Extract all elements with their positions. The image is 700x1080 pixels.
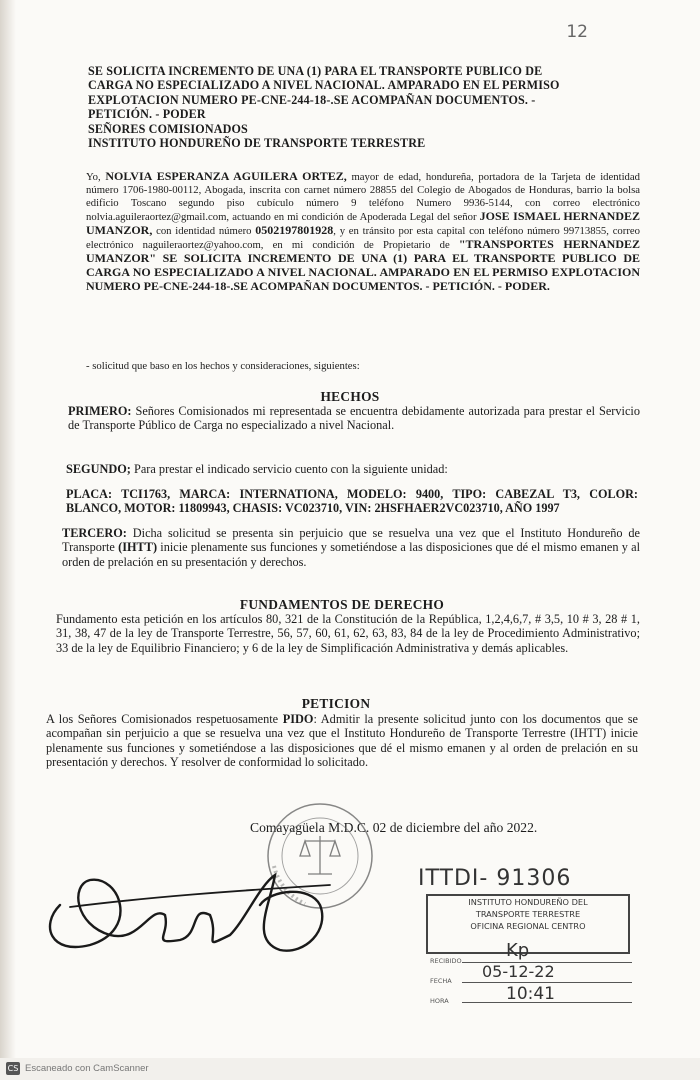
attorney-name: NOLVIA ESPERANZA AGUILERA ORTEZ, <box>105 169 347 183</box>
header-line: SE SOLICITA INCREMENTO DE UNA (1) PARA EL TRANSPORTE PUBLICO DE <box>88 64 543 78</box>
peticion-text: : Admitir la presente solicitud junto con los documentos que se acompañan sin perjuicio a que se resuelva una vez que el Instituto Hondureño de Transporte Terrestre (IHTT) inicie plenamente sus funciones y sometiéndose a las disposiciones que dé el mismo emanen y al orden de prelación en su presentación y derechos. Y resolver de conformidad lo solicitado. <box>46 712 638 770</box>
camscanner-icon: CS <box>7 1064 19 1073</box>
header-line: SEÑORES COMISIONADOS <box>88 121 248 136</box>
primero-paragraph <box>68 404 640 433</box>
ihtt-acronym: (IHTT) <box>118 540 158 555</box>
stamp-number: ITTDI- 91306 <box>418 866 572 891</box>
date-label: FECHA <box>430 977 452 985</box>
date-line-field <box>462 982 632 983</box>
intro-bold-tail: "TRANSPORTES HERNANDEZ UMANZOR" SE SOLICITA INCREMENTO DE UNA (1) PARA EL TRANSPORTE PUBLICO DE CARGA NO ESPECIALIZADO A NIVEL NACIONAL. AMPARADO EN EL PERMISO EXPLOTACION NUMERO PE-CNE-244-18-.SE ACOMPAÑAN DOCUMENTOS. - PETICIÓN. - PODER. <box>86 237 640 293</box>
vehicle-unit: PLACA: TCI1763, MARCA: INTERNATIONA, MODELO: 9400, TIPO: CABEZAL T3, COLOR: BLANCO, MOTOR: 11809943, CHASIS: VC023710, VIN: 2HSFHAER2VC023710, AÑO 1997 <box>66 487 638 515</box>
time-label: HORA <box>430 997 449 1005</box>
page-corner-mark: 12 <box>566 22 588 42</box>
received-time: 10:41 <box>506 984 555 1004</box>
tercero-text: Dicha solicitud se presenta sin perjuicio que se resuelva una vez que el Instituto Hondureño de Transporte <box>62 526 640 555</box>
header-line: PETICIÓN. - PODER <box>88 107 206 122</box>
primero-label: PRIMERO: <box>68 404 132 418</box>
intro-text: Yo, <box>86 171 106 183</box>
document-header <box>88 64 648 150</box>
received-date: 05-12-22 <box>482 962 555 981</box>
fundamentos-paragraph: Fundamento esta petición en los artículos 80, 321 de la Constitución de la República, 1,2,4,6,7, # 3,5, 10 # 3, 28 # 1, 31, 38, 47 de la ley de Transporte Terrestre, 56, 57, 60, 61, 62, 63, 83, 84 de la ley de Procedimiento Administrativo; 33 de la ley de Equilibrio Financiero; y 6 de la ley de Simplificación Administrativa y demás aplicables. <box>56 612 640 655</box>
tercero-paragraph <box>62 526 640 569</box>
peticion-title: PETICION <box>301 696 371 711</box>
primero-text: Señores Comisionados mi representada se encuentra debidamente autorizada para prestar el Servicio de Transporte Público de Carga no especializado a nivel Nacional. <box>68 404 640 433</box>
tercero-label: TERCERO: <box>62 526 127 540</box>
segundo-label: SEGUNDO; <box>66 462 131 476</box>
basis-line: - solicitud que baso en los hechos y consideraciones, siguientes: <box>86 360 360 372</box>
camscanner-text: Escaneado con CamScanner <box>25 1063 149 1074</box>
client-id: 0502197801928 <box>255 223 334 237</box>
tercero-text: inicie plenamente sus funciones y sometiéndose a las disposiciones que dé el mismo emanen y al orden de prelación en su presentación y derechos. <box>62 540 640 569</box>
segundo-paragraph <box>66 462 638 476</box>
intro-text: , y en tránsito por esta capital con teléfono número 99713855, correo electrónico naguilerаortez@yahoo.com, en mi condición de Propietario de <box>86 225 640 251</box>
intro-text: con identidad número <box>152 225 256 237</box>
pido-word: PIDO <box>282 712 314 726</box>
header-line: EXPLOTACION NUMERO PE-CNE-244-18-.SE ACOMPAÑAN DOCUMENTOS. - <box>88 92 536 107</box>
stamp-line: INSTITUTO HONDUREÑO DEL <box>468 897 588 907</box>
header-line: INSTITUTO HONDUREÑO DE TRANSPORTE TERRESTRE <box>88 136 426 151</box>
peticion-paragraph <box>46 712 638 770</box>
fundamentos-title: FUNDAMENTOS DE DERECHO <box>239 597 445 612</box>
stamp-line: OFICINA REGIONAL CENTRO <box>470 921 586 931</box>
received-initials: Kp <box>506 940 530 961</box>
intro-paragraph <box>86 170 640 294</box>
date-line: Comayagüela M.D.C. 02 de diciembre del año 2022. <box>250 820 538 835</box>
hechos-title: HECHOS <box>320 389 380 404</box>
stamp-line: TRANSPORTE TERRESTRE <box>475 909 581 919</box>
peticion-text: A los Señores Comisionados respetuosamente <box>46 712 283 726</box>
header-line: CARGA NO ESPECIALIZADO A NIVEL NACIONAL. AMPARADO EN EL PERMISO <box>88 78 560 93</box>
received-label: RECIBIDO <box>430 957 462 965</box>
segundo-text: Para prestar el indicado servicio cuento con la siguiente unidad: <box>130 462 448 476</box>
handwritten-signature-icon <box>30 845 350 975</box>
intro-text: mayor de edad, hondureña, portadora de la Tarjeta de identidad número 1706-1980-00112, Abogada, inscrita con carnet número 28855 del Colegio de Abogados de Honduras, barrio la bolsa edificio Toscano segundo piso cubículo número 9 teléfono Numero 9936-5144, con correo electrónico nolvia.aguileraortez@gmail.com, actuando en mi condición de Apoderada Legal del señor <box>86 171 640 223</box>
client-name: JOSE ISMAEL HERNANDEZ UMANZOR, <box>86 209 640 237</box>
